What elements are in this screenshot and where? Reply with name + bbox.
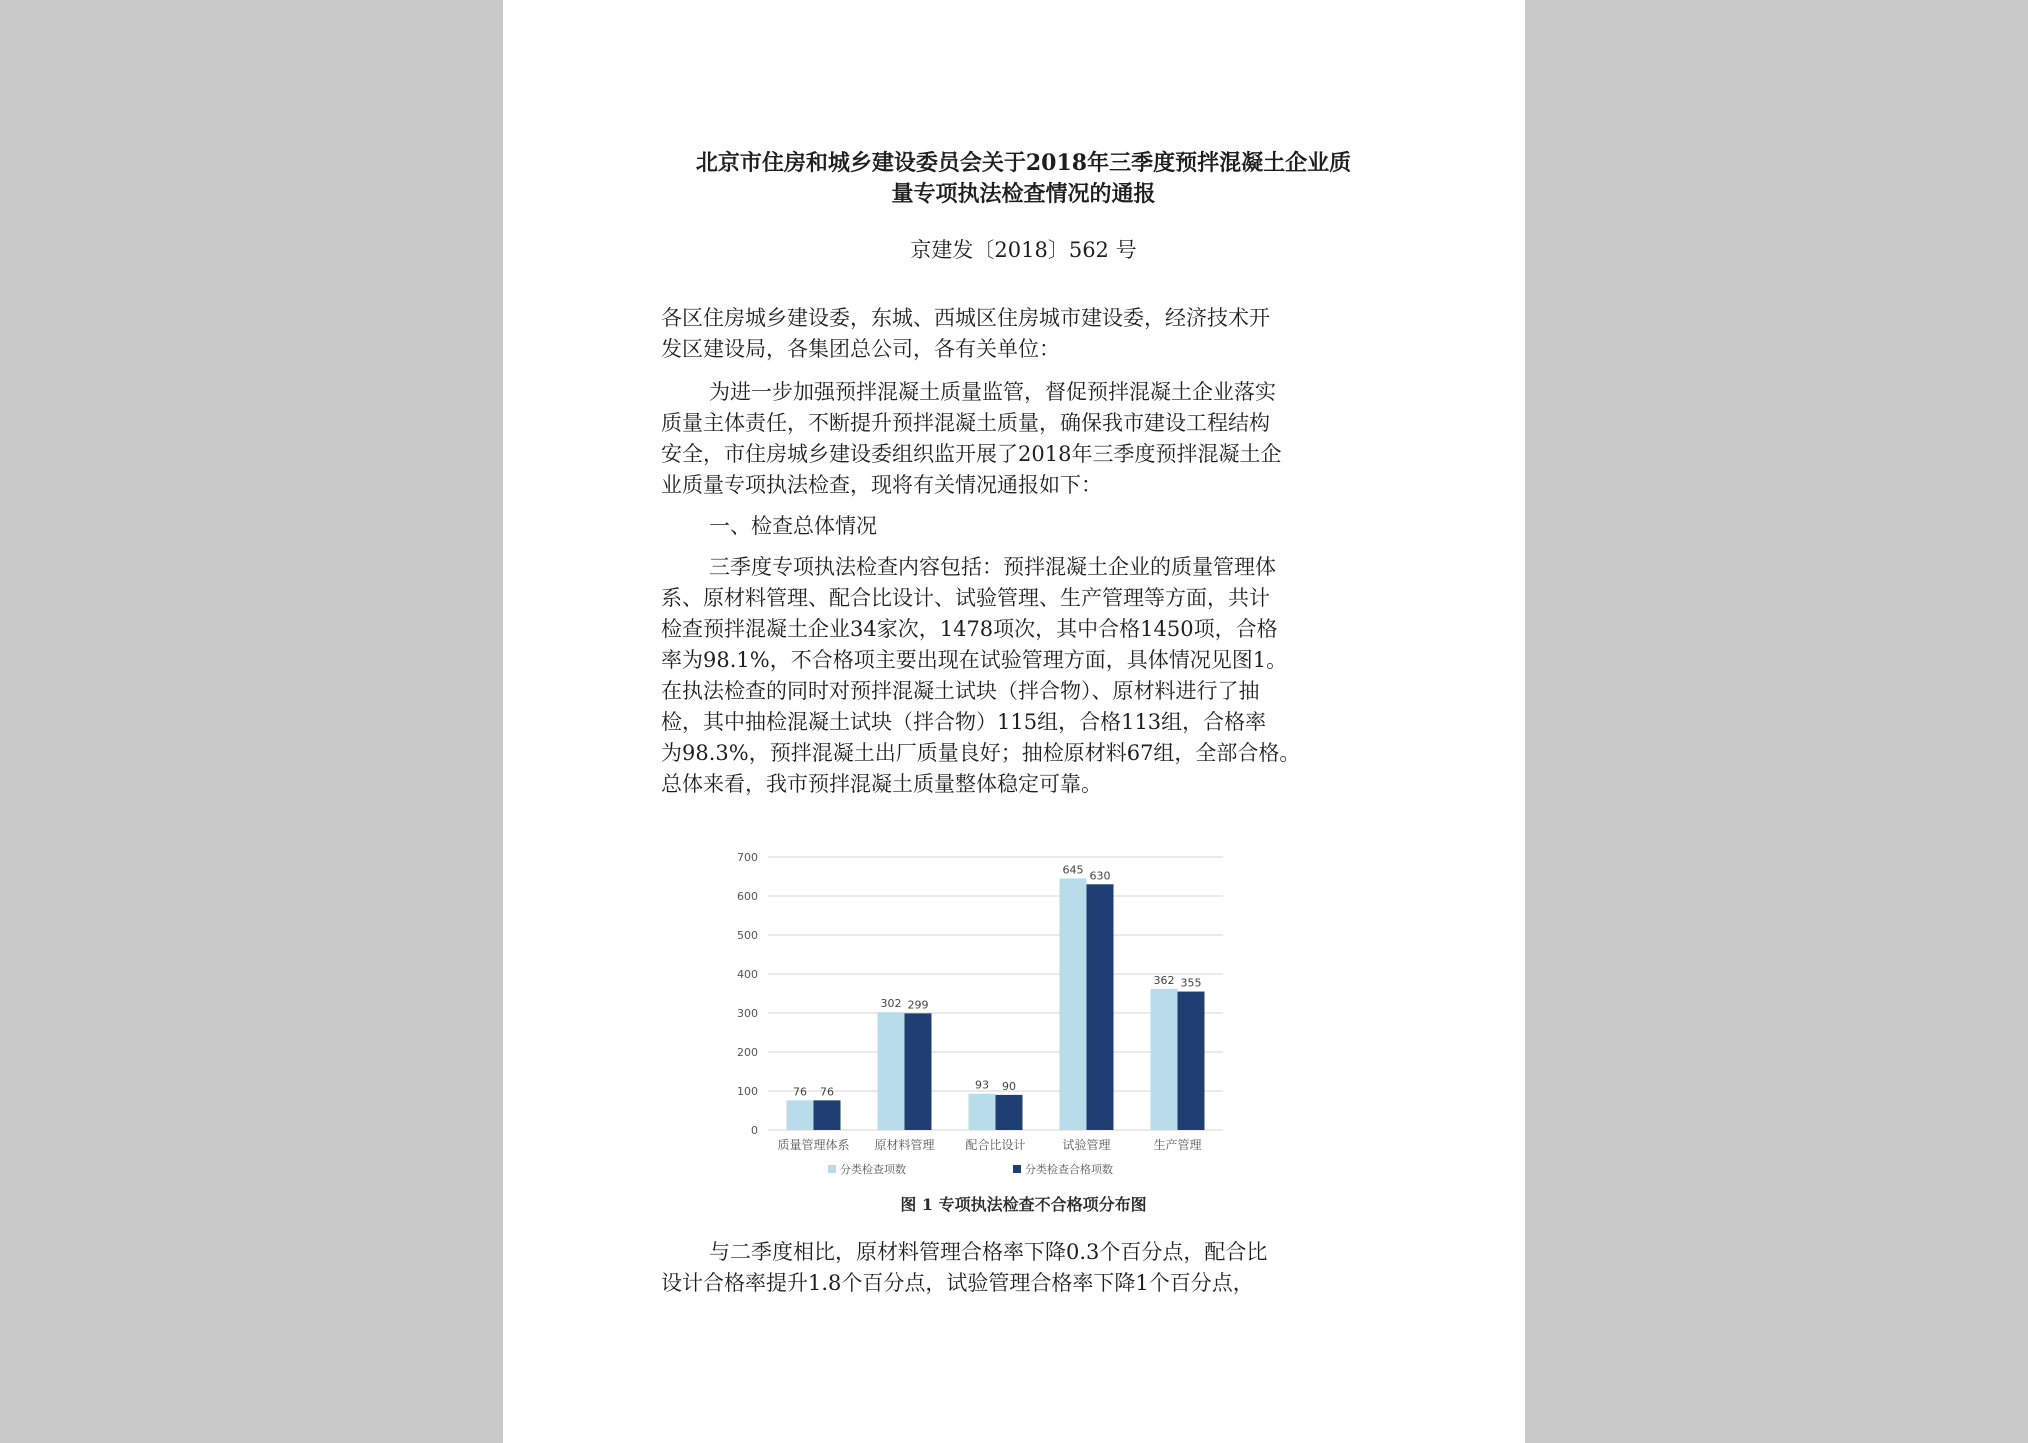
summary-line: 总体来看，我市预拌混凝土质量整体稳定可靠。 [661, 772, 1102, 796]
bar [1151, 989, 1178, 1130]
section-heading [661, 511, 1386, 542]
title-line-1: 北京市住房和城乡建设委员会关于2018年三季度预拌混凝土企业质 [695, 150, 1352, 176]
bar-value-label: 90 [1002, 1079, 1016, 1093]
x-category-label: 配合比设计 [965, 1138, 1026, 1152]
y-tick-label: 100 [737, 1085, 758, 1098]
bar [787, 1100, 814, 1130]
summary-paragraph [661, 552, 1386, 800]
document-page [503, 0, 1525, 1443]
y-tick-label: 700 [737, 851, 758, 864]
addressee-line: 发区建设局，各集团总公司，各有关单位： [661, 337, 1060, 361]
bar [969, 1094, 996, 1130]
document-title [661, 148, 1386, 210]
intro-paragraph [661, 377, 1386, 501]
bar-value-label: 76 [820, 1085, 834, 1099]
bar-value-label: 302 [880, 997, 902, 1011]
bar-value-label: 362 [1153, 973, 1175, 987]
legend-swatch [1013, 1165, 1021, 1173]
legend-label: 分类检查合格项数 [1025, 1163, 1113, 1176]
legend-label: 分类检查项数 [840, 1163, 906, 1176]
addressee-paragraph [661, 303, 1386, 365]
addressee-line: 各区住房城乡建设委，东城、西城区住房城市建设委，经济技术开 [661, 306, 1270, 330]
x-category-label: 试验管理 [1062, 1138, 1111, 1152]
figure-caption: 图 1 专项执法检查不合格项分布图 [900, 1195, 1147, 1214]
section-heading-text: 一、检查总体情况 [709, 514, 877, 538]
bar [996, 1095, 1023, 1130]
y-tick-label: 0 [751, 1124, 758, 1137]
title-line-2: 量专项执法检查情况的通报 [891, 181, 1156, 207]
followup-paragraph [661, 1237, 1386, 1299]
summary-line: 系、原材料管理、配合比设计、试验管理、生产管理等方面，共计 [661, 586, 1270, 610]
intro-line: 安全，市住房城乡建设委组织监开展了2018年三季度预拌混凝土企 [661, 442, 1282, 466]
followup-line: 设计合格率提升1.8个百分点，试验管理合格率下降1个百分点， [661, 1271, 1254, 1295]
x-category-label: 原材料管理 [874, 1138, 935, 1152]
x-category-label: 生产管理 [1153, 1138, 1202, 1152]
intro-line: 质量主体责任，不断提升预拌混凝土质量，确保我市建设工程结构 [661, 411, 1270, 435]
bar [814, 1100, 841, 1130]
y-tick-label: 500 [737, 929, 758, 942]
bar [878, 1012, 905, 1130]
bar [1087, 884, 1114, 1130]
summary-line: 在执法检查的同时对预拌混凝土试块（拌合物）、原材料进行了抽 [661, 679, 1260, 703]
y-tick-label: 400 [737, 968, 758, 981]
bar-value-label: 645 [1062, 863, 1084, 877]
y-tick-label: 600 [737, 890, 758, 903]
bar-value-label: 299 [907, 998, 929, 1012]
summary-line: 检，其中抽检混凝土试块（拌合物）115组，合格113组，合格率 [661, 710, 1267, 734]
bar [905, 1013, 932, 1130]
y-tick-label: 300 [737, 1007, 758, 1020]
summary-line: 率为98.1%，不合格项主要出现在试验管理方面，具体情况见图1。 [661, 648, 1288, 672]
inspection-bar-chart [718, 845, 1238, 1185]
bar [1060, 878, 1087, 1130]
intro-line: 为进一步加强预拌混凝土质量监管，督促预拌混凝土企业落实 [709, 380, 1276, 404]
y-tick-label: 200 [737, 1046, 758, 1059]
bar-value-label: 76 [793, 1085, 807, 1099]
bar-value-label: 355 [1180, 976, 1202, 990]
summary-line: 检查预拌混凝土企业34家次，1478项次，其中合格1450项，合格 [661, 617, 1278, 641]
followup-line: 与二季度相比，原材料管理合格率下降0.3个百分点，配合比 [709, 1240, 1268, 1264]
summary-line: 为98.3%，预拌混凝土出厂质量良好；抽检原材料67组，全部合格。 [661, 741, 1301, 765]
summary-line: 三季度专项执法检查内容包括：预拌混凝土企业的质量管理体 [709, 555, 1276, 579]
legend-swatch [828, 1165, 836, 1173]
intro-line: 业质量专项执法检查，现将有关情况通报如下： [661, 473, 1102, 497]
bar-value-label: 630 [1089, 869, 1111, 883]
x-category-label: 质量管理体系 [777, 1138, 850, 1152]
document-number: 京建发〔2018〕562 号 [910, 238, 1137, 262]
bar-value-label: 93 [975, 1078, 989, 1092]
bar [1178, 992, 1205, 1130]
